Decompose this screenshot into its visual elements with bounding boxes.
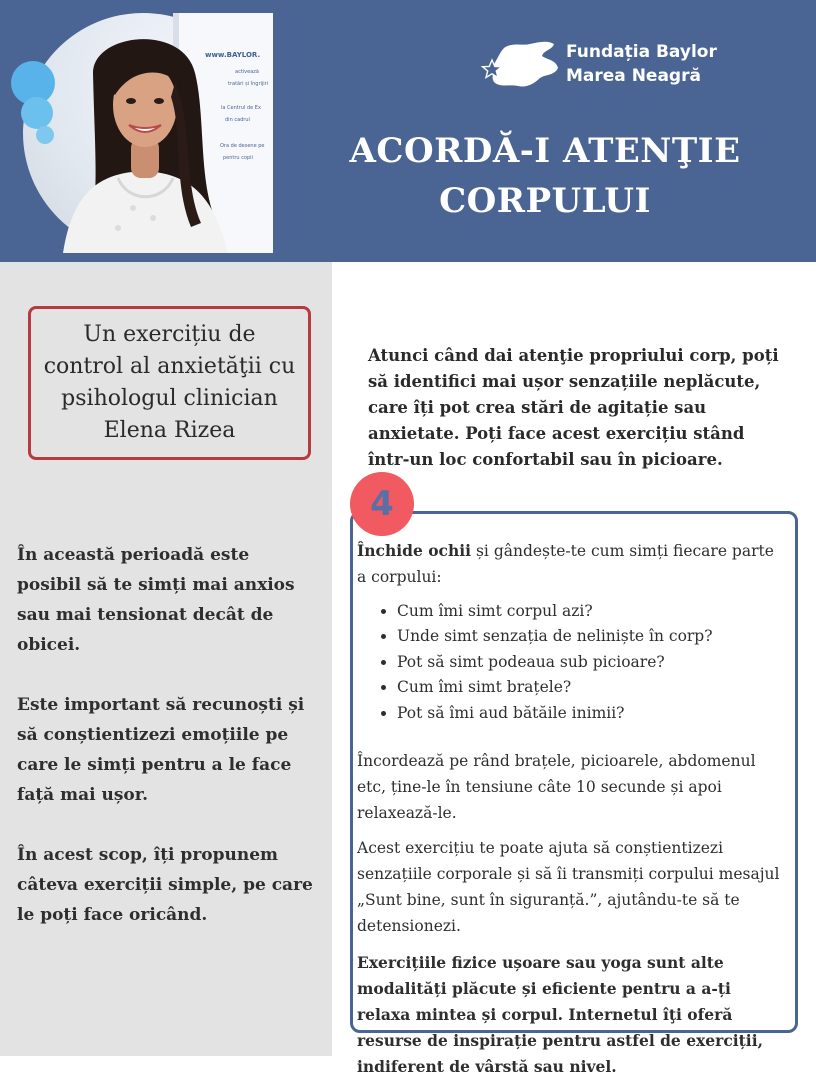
- list-item: • Cum îmi simt brațele?: [397, 675, 785, 700]
- intro-paragraph: Atunci când dai atenţie propriului corp, poți să identifici mai ușor senzațiile neplăcute, care îți pot crea stări de agitație sau anxietate. Poți face acest exercițiu stând într-un loc confortabil sau în picioare.: [368, 346, 779, 469]
- list-item: • Unde simt senzația de neliniște în corp?: [397, 624, 785, 649]
- sidebar-paragraph: Este important să recunoști și să conștientizezi emoțiile pe care le simți pentru a le face față mai ușor.: [17, 695, 305, 805]
- question-list: [357, 599, 785, 726]
- card-paragraph-bold: Exercițiile fizice ușoare sau yoga sunt alte modalități plăcute și eficiente pentru a a-ți relaxa mintea și corpul. Internetul îţi oferă resurse de inspirație pentru astfel de exerciții, indiferent de vârstă sau nivel.: [357, 953, 763, 1077]
- sign-text-line: tratări și îngrijiri: [228, 81, 269, 87]
- title-line2: CORPULUI: [439, 181, 651, 221]
- sign-text-line: pentru copii: [223, 155, 253, 161]
- exercise-card: [350, 511, 798, 1077]
- callout-line1: Un exercițiu de: [83, 322, 256, 347]
- sidebar-paragraph: În această perioadă este posibil să te simți mai anxios sau mai tensionat decât de obicei.: [17, 545, 295, 655]
- callout-line4: Elena Rizea: [103, 418, 236, 443]
- card-paragraph: Acest exercițiu te poate ajuta să conștientizezi senzațiile corporale și să îi transmiți corpului mesajul „Sunt bine, sunt în siguranță.”, ajutându-te să te detensionezi.: [357, 839, 780, 936]
- brand-name-line2: Marea Neagră: [566, 66, 701, 86]
- list-item: • Cum îmi simt corpul azi?: [397, 599, 785, 624]
- card-lead-bold: Închide ochii: [357, 541, 472, 560]
- page-title: [330, 126, 760, 226]
- sidebar-text: [17, 540, 317, 960]
- step-number: 4: [370, 484, 394, 524]
- card-paragraph: Încordează pe rând brațele, picioarele, abdomenul etc, ține-le în tensiune câte 10 secunde și apoi relaxează-le.: [357, 752, 756, 823]
- title-line1: ACORDĂ-I ATENŢIE: [349, 131, 741, 171]
- card-lead: [357, 538, 785, 590]
- callout-text: [44, 319, 296, 447]
- sidebar-paragraph: În acest scop, îți propunem câteva exerciții simple, pe care le poți face oricând.: [17, 845, 313, 925]
- list-item: • Pot să îmi aud bătăile inimii?: [397, 701, 785, 726]
- step-badge: [350, 472, 414, 536]
- portrait-illustration: [23, 13, 269, 253]
- sign-text-line: activează: [235, 69, 259, 75]
- list-item: • Pot să simt podeaua sub picioare?: [397, 650, 785, 675]
- header-banner: [0, 0, 816, 262]
- sign-text-line: Ora de desene pe: [220, 143, 265, 149]
- sign-text-line: din cadrul: [225, 117, 250, 123]
- callout-line3: psihologul clinician: [61, 386, 278, 411]
- brand-name-line1: Fundația Baylor: [566, 42, 717, 62]
- foundation-brand: [482, 38, 742, 94]
- black-sea-star-logo-icon: [482, 38, 562, 92]
- sign-url-text: www.BAYLOR.: [205, 51, 261, 59]
- callout-line2: control al anxietăţii cu: [43, 354, 296, 379]
- sign-text-line: la Centrul de Ex: [221, 105, 261, 111]
- card-lead-rest: și gândește-te cum simți fiecare parte a corpului:: [357, 542, 774, 586]
- exercise-callout: [28, 306, 311, 460]
- psychologist-photo: [23, 13, 269, 253]
